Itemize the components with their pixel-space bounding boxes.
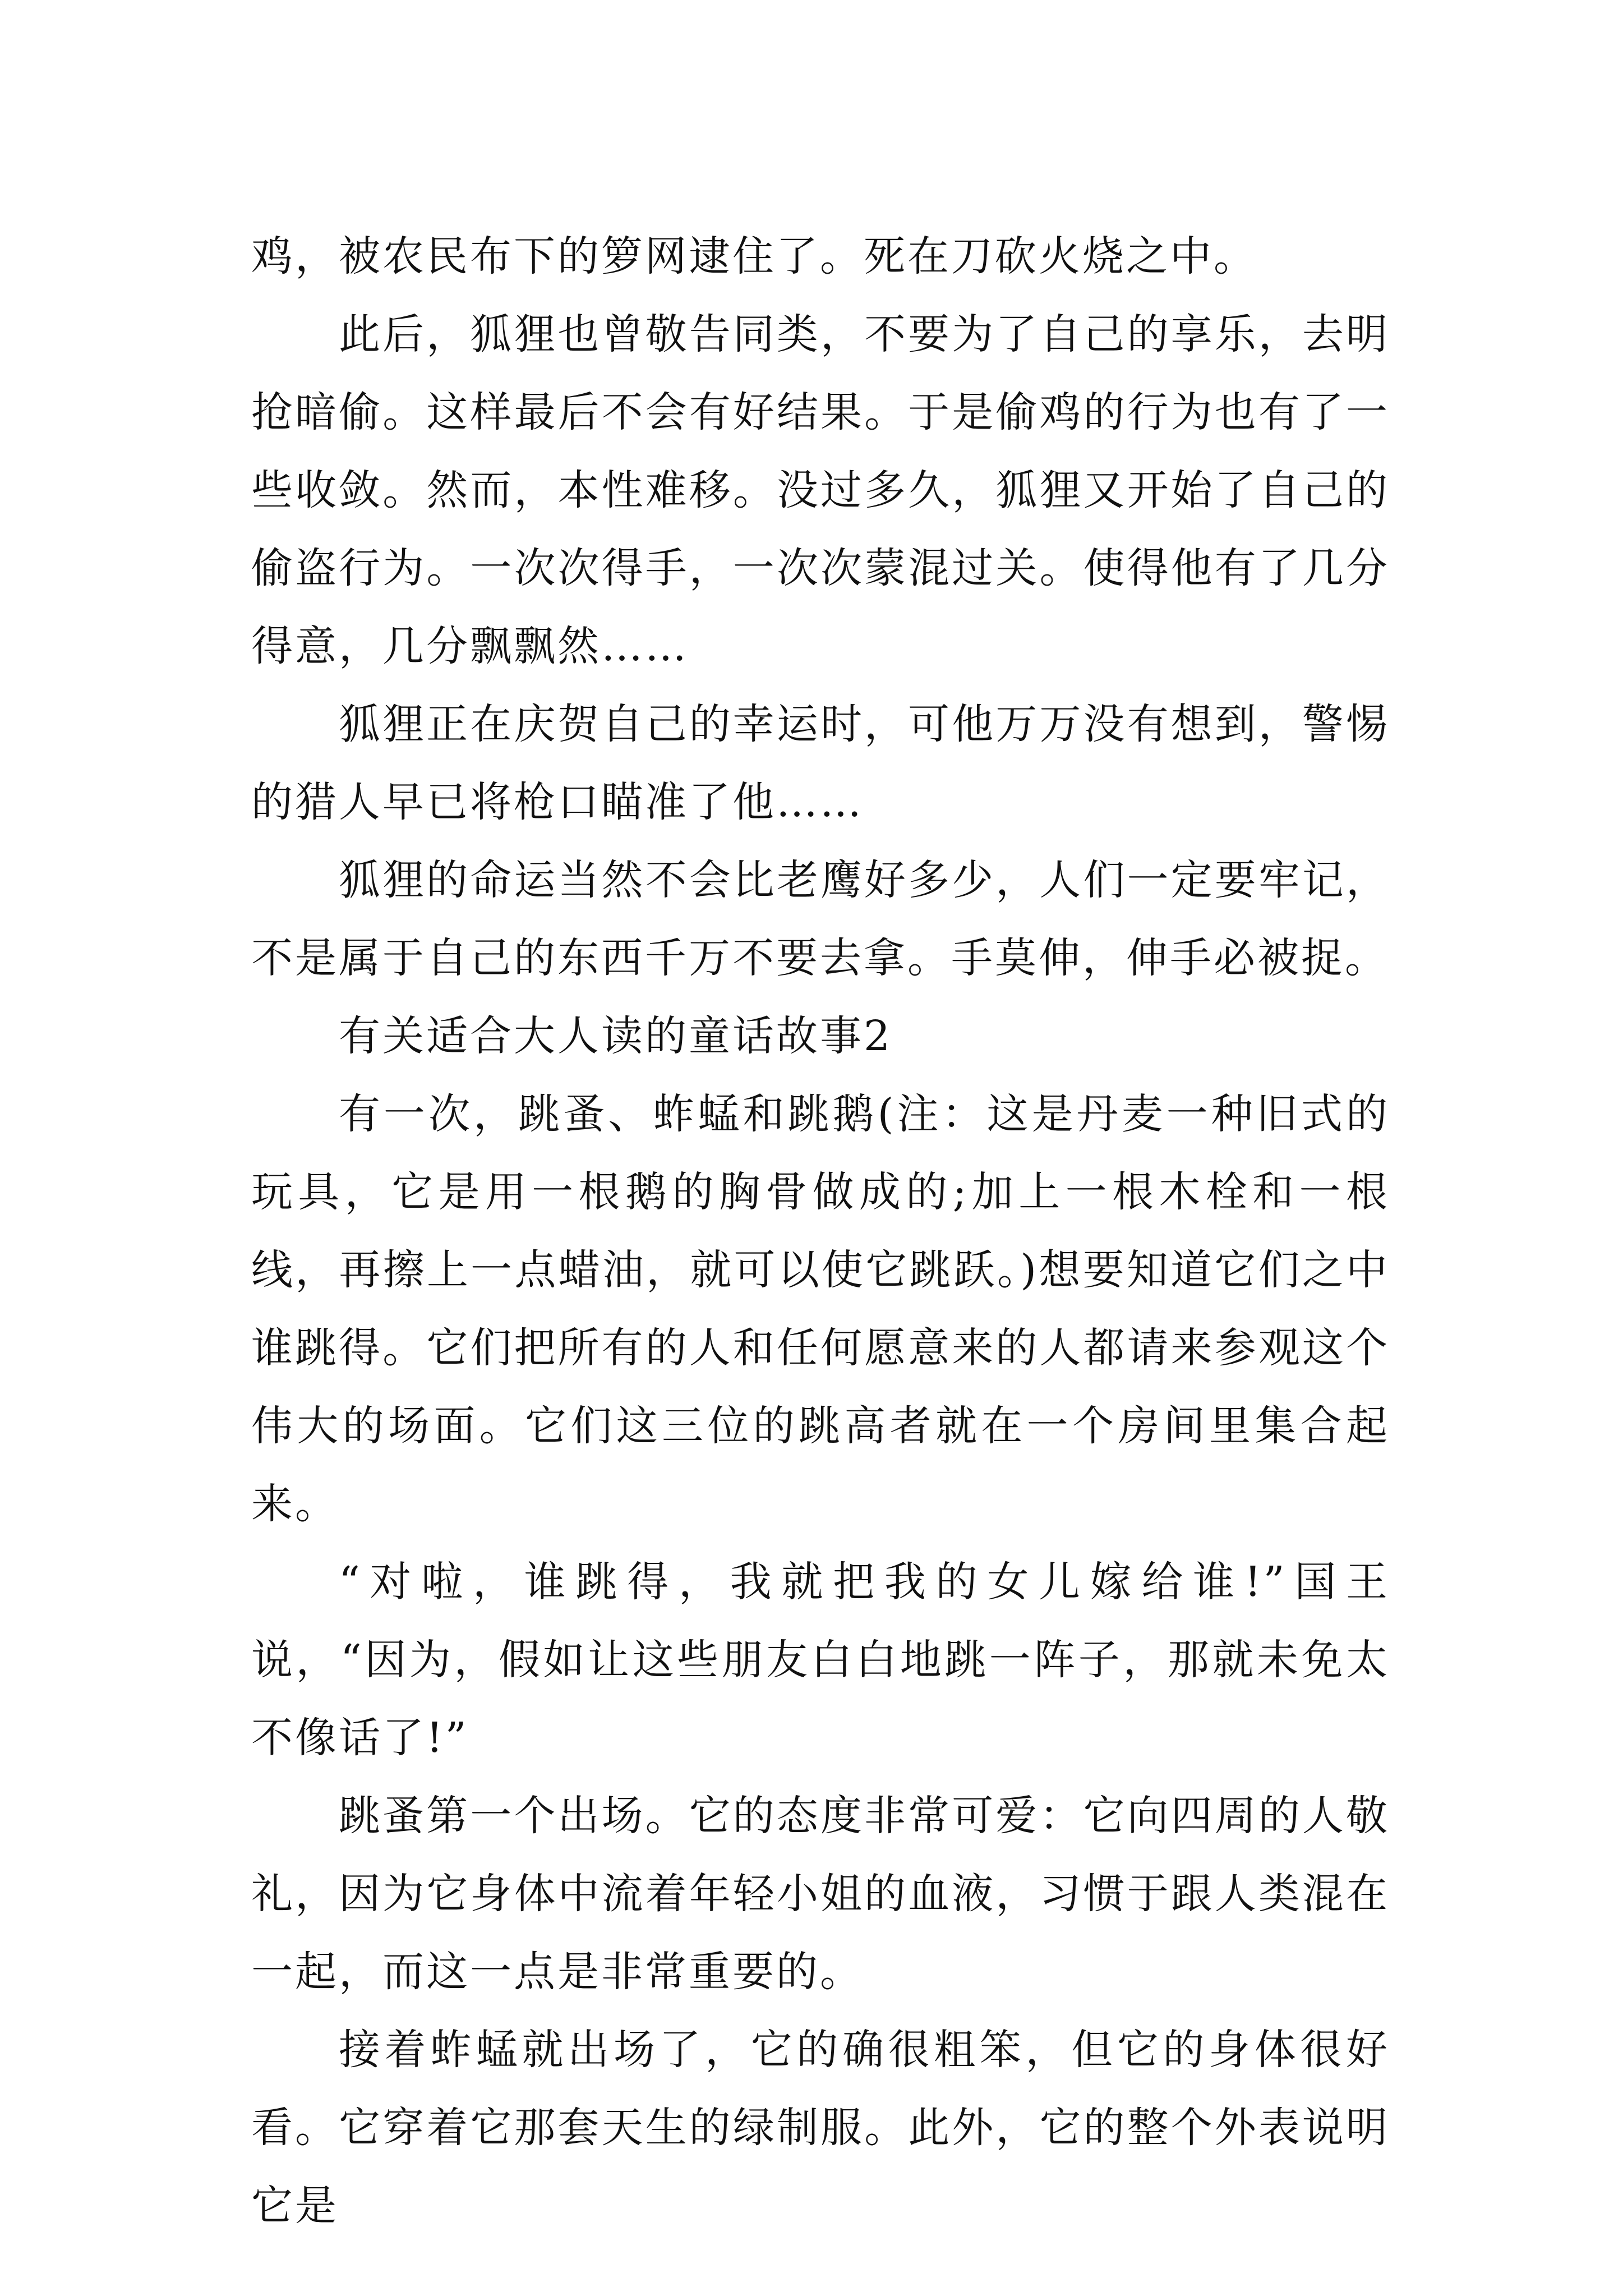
document-body xyxy=(251,218,1390,2245)
paragraph-6: “对啦，谁跳得，我就把我的女儿嫁给谁!”国王说，“因为，假如让这些朋友白白地跳一阵子，那就未免太不像话了!” xyxy=(251,1558,1390,1762)
paragraph-7: 跳蚤第一个出场。它的态度非常可爱：它向四周的人敬礼，因为它身体中流着年轻小姐的血液，习惯于跟人类混在一起，而这一点是非常重要的。 xyxy=(251,1792,1390,1996)
paragraph-1: 鸡，被农民布下的箩网逮住了。死在刀砍火烧之中。 xyxy=(251,232,1257,280)
paragraph-4: 狐狸的命运当然不会比老鹰好多少，人们一定要牢记，不是属于自己的东西千万不要去拿。手莫伸，伸手必被捉。 xyxy=(251,856,1390,982)
section-heading: 有关适合大人读的童话故事2 xyxy=(339,1012,893,1060)
paragraph-5: 有一次，跳蚤、蚱蜢和跳鹅(注：这是丹麦一种旧式的玩具，它是用一根鹅的胸骨做成的;加上一根木栓和一根线，再擦上一点蜡油，就可以使它跳跃。)想要知道它们之中谁跳得。它们把所有的人和任何愿意来的人都请来参观这个伟大的场面。它们这三位的跳高者就在一个房间里集合起来。 xyxy=(251,1090,1390,1528)
paragraph-2: 此后，狐狸也曾敬告同类，不要为了自己的享乐，去明抢暗偷。这样最后不会有好结果。于是偷鸡的行为也有了一些收敛。然而，本性难移。没过多久，狐狸又开始了自己的偷盗行为。一次次得手，一次次蒙混过关。使得他有了几分得意，几分飘飘然…… xyxy=(251,310,1390,670)
paragraph-3: 狐狸正在庆贺自己的幸运时，可他万万没有想到，警惕的猎人早已将枪口瞄准了他…… xyxy=(251,700,1390,826)
paragraph-8: 接着蚱蜢就出场了，它的确很粗笨，但它的身体很好看。它穿着它那套天生的绿制服。此外，它的整个外表说明它是 xyxy=(251,2026,1390,2230)
